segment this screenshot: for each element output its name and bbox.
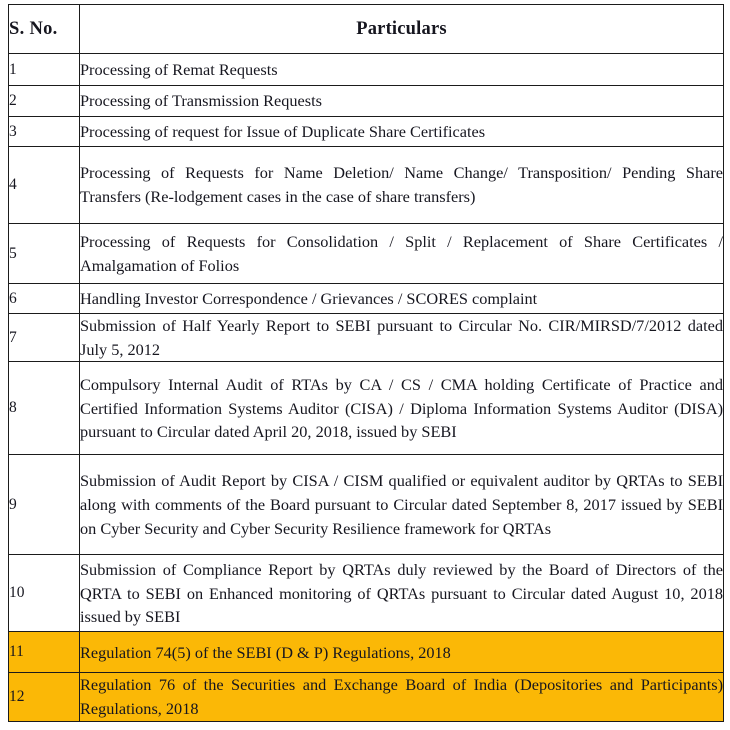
cell-particulars: Regulation 74(5) of the SEBI (D & P) Regulations, 2018 xyxy=(80,632,724,673)
cell-particulars: Submission of Compliance Report by QRTAs duly reviewed by the Board of Directors of the QRTA to SEBI on Enhanced monitoring of QRTAs pursuant to Circular dated August 10, 2018 issued by SEBI xyxy=(80,555,724,632)
cell-particulars: Processing of request for Issue of Duplicate Share Certificates xyxy=(80,117,724,147)
cell-serial-number: 8 xyxy=(9,362,80,455)
table-row-highlighted xyxy=(9,632,724,673)
table-row xyxy=(9,147,724,224)
table-row xyxy=(9,54,724,86)
table-body xyxy=(9,54,724,722)
column-header-serial-number: S. No. xyxy=(9,5,80,54)
cell-particulars: Processing of Remat Requests xyxy=(80,54,724,86)
cell-serial-number: 4 xyxy=(9,147,80,224)
cell-serial-number: 2 xyxy=(9,86,80,117)
cell-serial-number: 6 xyxy=(9,284,80,314)
table-row xyxy=(9,224,724,284)
table-row xyxy=(9,314,724,362)
cell-serial-number: 5 xyxy=(9,224,80,284)
cell-serial-number: 1 xyxy=(9,54,80,86)
cell-particulars: Submission of Audit Report by CISA / CISM qualified or equivalent auditor by QRTAs to SEBI along with comments of the Board pursuant to Circular dated September 8, 2017 issued by SEBI on Cyber Security and Cyber Security Resilience framework for QRTAs xyxy=(80,455,724,555)
table-row xyxy=(9,362,724,455)
cell-serial-number: 9 xyxy=(9,455,80,555)
cell-particulars: Compulsory Internal Audit of RTAs by CA / CS / CMA holding Certificate of Practice and Certified Information Systems Auditor (CISA) / Diploma Information Systems Auditor (DISA) pursuant to Circular dated April 20, 2018, issued by SEBI xyxy=(80,362,724,455)
table-row xyxy=(9,284,724,314)
cell-particulars: Submission of Half Yearly Report to SEBI pursuant to Circular No. CIR/MIRSD/7/2012 dated July 5, 2012 xyxy=(80,314,724,362)
cell-serial-number: 11 xyxy=(9,632,80,673)
table-row xyxy=(9,455,724,555)
table-header-row xyxy=(9,5,724,54)
table-row xyxy=(9,86,724,117)
column-header-particulars: Particulars xyxy=(80,5,724,54)
cell-serial-number: 12 xyxy=(9,673,80,721)
table-row-highlighted xyxy=(9,673,724,721)
cell-particulars: Processing of Requests for Consolidation / Split / Replacement of Share Certificates / Amalgamation of Folios xyxy=(80,224,724,284)
cell-serial-number: 3 xyxy=(9,117,80,147)
particulars-table xyxy=(8,4,724,722)
table-row xyxy=(9,117,724,147)
cell-serial-number: 7 xyxy=(9,314,80,362)
cell-particulars: Processing of Requests for Name Deletion/ Name Change/ Transposition/ Pending Share Transfers (Re-lodgement cases in the case of share transfers) xyxy=(80,147,724,224)
cell-serial-number: 10 xyxy=(9,555,80,632)
cell-particulars: Handling Investor Correspondence / Grievances / SCORES complaint xyxy=(80,284,724,314)
cell-particulars: Processing of Transmission Requests xyxy=(80,86,724,117)
table-header xyxy=(9,5,724,54)
cell-particulars: Regulation 76 of the Securities and Exchange Board of India (Depositories and Participants) Regulations, 2018 xyxy=(80,673,724,721)
table-row xyxy=(9,555,724,632)
